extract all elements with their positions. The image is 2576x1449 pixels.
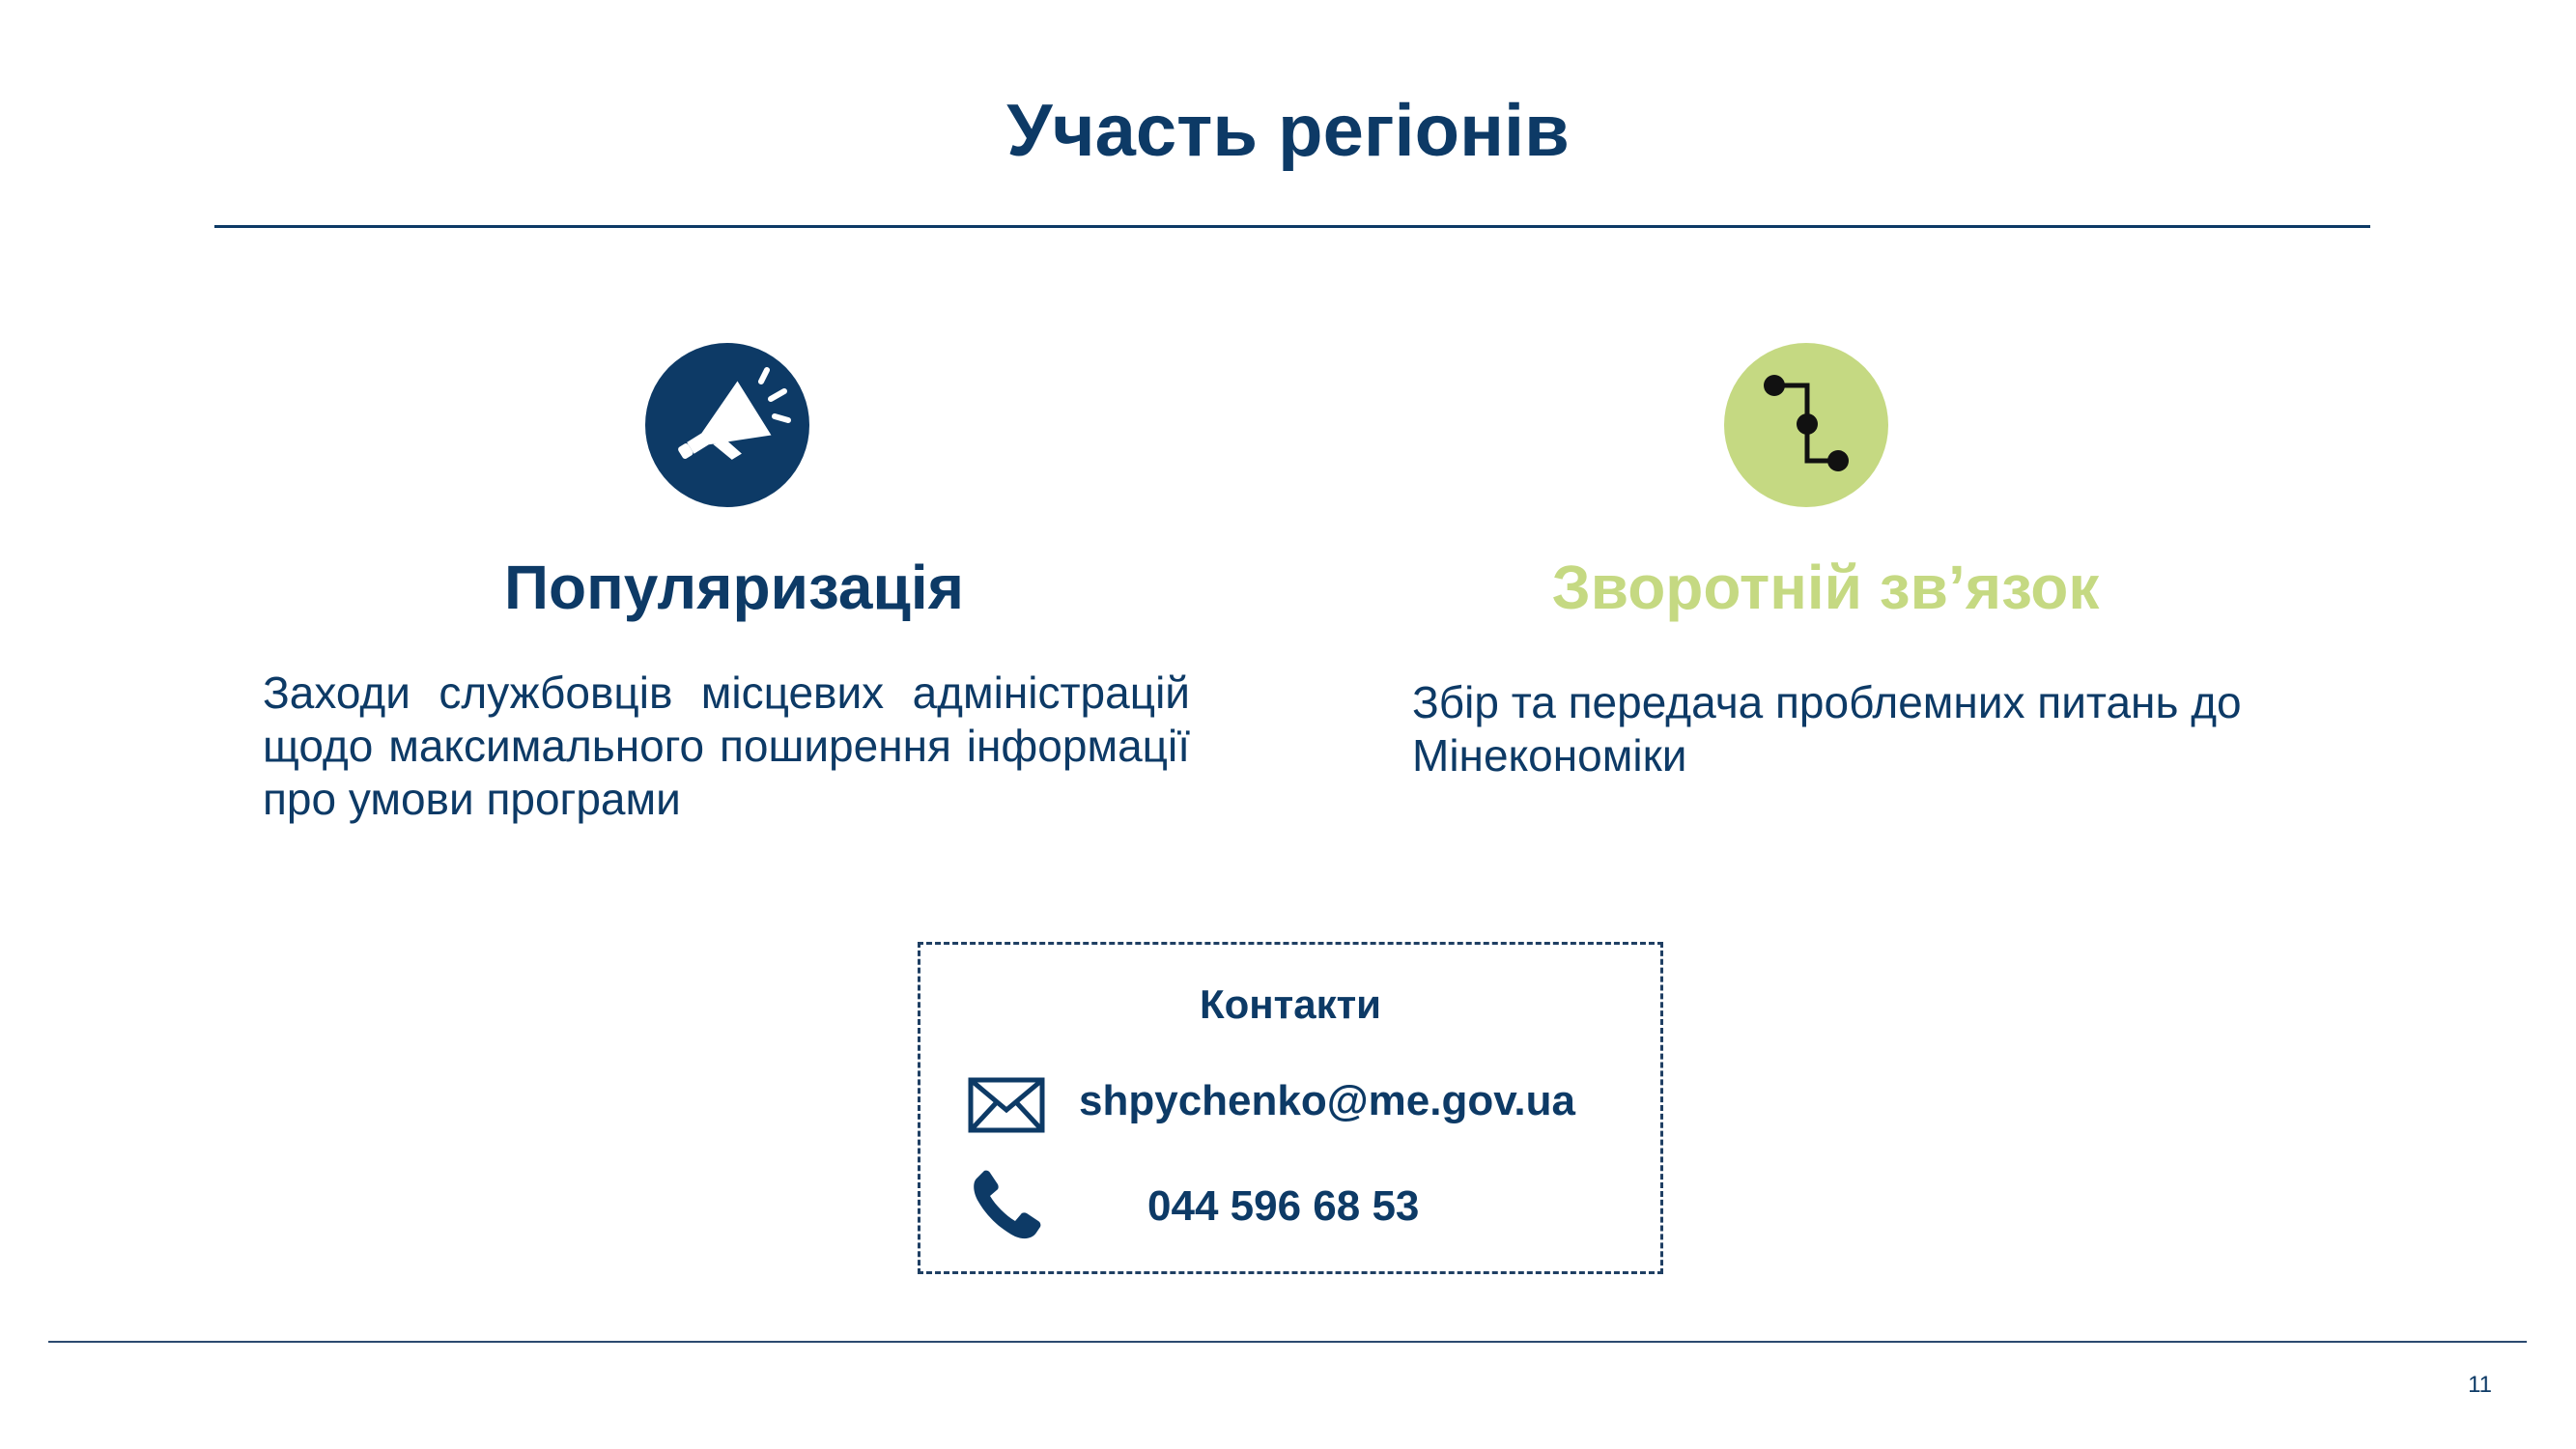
contact-email[interactable]: shpychenko@me.gov.ua (1079, 1077, 1575, 1124)
contacts-title: Контакти (1200, 981, 1381, 1027)
page-number: 11 (2468, 1372, 2492, 1398)
envelope-icon (968, 1077, 1045, 1138)
right-column-text: Збір та передача проблемних питань до Мінекономіки (1412, 677, 2242, 781)
left-column-text: Заходи службовців місцевих адміністрацій щодо максимального поширення інформації про умови програми (263, 668, 1190, 824)
branch-connector-icon (1724, 343, 1888, 507)
title-divider (214, 225, 2370, 228)
slide-title: Участь регіонів (1006, 90, 1570, 172)
left-column-heading: Популяризація (504, 553, 964, 622)
contact-phone[interactable]: 044 596 68 53 (1147, 1182, 1420, 1230)
phone-icon (969, 1169, 1046, 1247)
megaphone-icon (645, 343, 809, 507)
right-column-heading: Зворотній зв’язок (1551, 553, 2100, 622)
footer-divider (48, 1341, 2527, 1343)
